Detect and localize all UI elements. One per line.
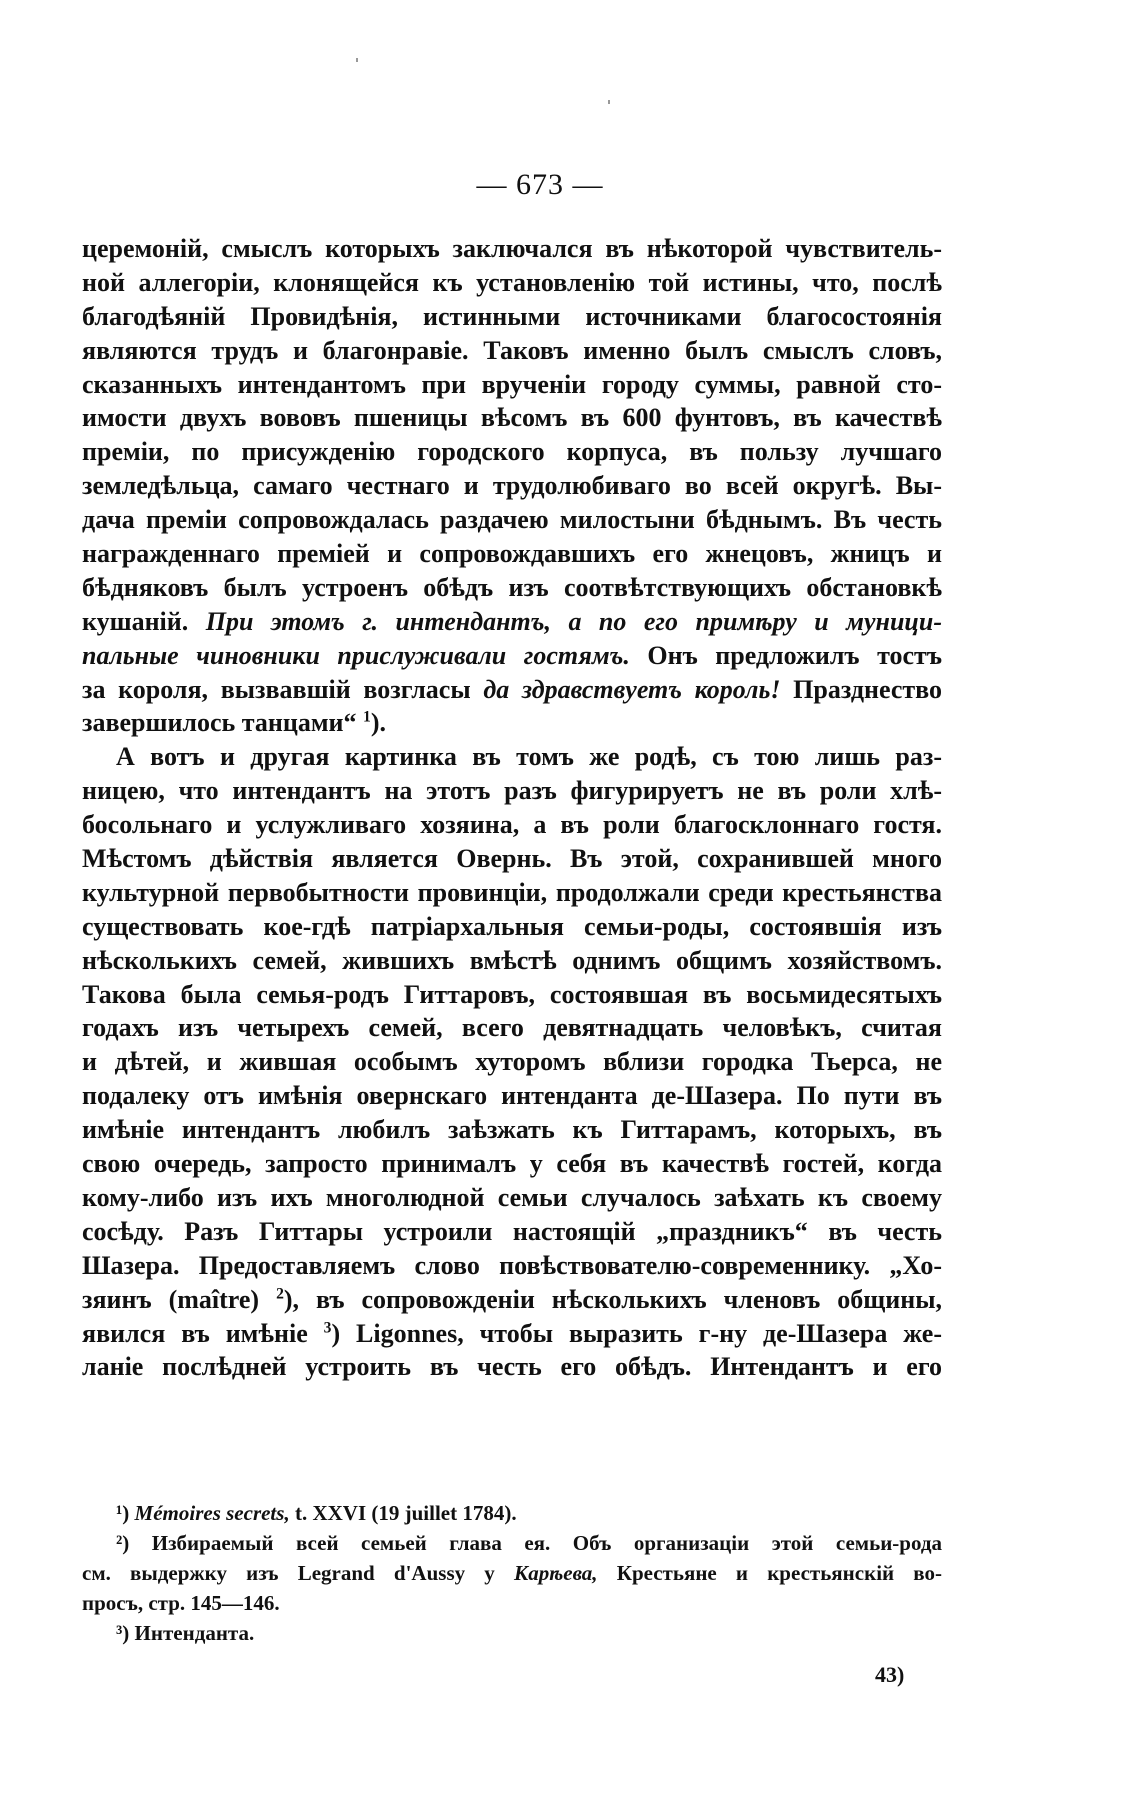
text-run: ), въ сопровожденіи нѣсколькихъ членовъ общины, [283, 1284, 942, 1314]
text-line: ницею, что интендантъ на этотъ разъ фигурируетъ не въ роли хлѣ- [82, 776, 942, 806]
text-line: Мѣстомъ дѣйствія является Овернь. Въ этой, сохранившей много [82, 844, 942, 874]
text-line: сосѣду. Разъ Гиттары устроили настоящій „праздникъ“ въ честь [82, 1216, 942, 1246]
text-line: преміи, по присужденію городского корпуса, въ пользу лучшаго [82, 437, 942, 467]
text-run: ). [370, 708, 387, 738]
text-line: имѣніе интендантъ любилъ заѣзжать къ Гиттарамъ, которыхъ, въ [82, 1115, 942, 1145]
text-line: церемоній, смыслъ которыхъ заключался въ нѣкоторой чувствитель- [82, 234, 942, 263]
footnotes [82, 1498, 942, 1648]
text-line: имости двухъ вововъ пшеницы вѣсомъ въ 600 фунтовъ, въ качествѣ [82, 403, 942, 433]
footnote-ref[interactable]: 3 [323, 1318, 332, 1336]
text-run: ) Ligonnes, чтобы выразить г-ну де-Шазера же- [331, 1318, 942, 1348]
text-line: являются трудъ и благонравіе. Таковъ именно былъ смыслъ словъ, [82, 335, 942, 365]
text-line: благодѣяній Провидѣнія, истинными источниками благосостоянія [82, 301, 942, 331]
text-run: t. XXVI (19 juillet 1784). [289, 1501, 517, 1525]
footnote-1 [82, 1498, 942, 1528]
footnote-3: ³) Интенданта. [116, 1621, 255, 1645]
scan-speck [608, 100, 610, 104]
text-run: ¹) [116, 1501, 135, 1525]
text-line [82, 605, 942, 639]
text-line: годахъ изъ четырехъ семей, всего девятнадцать человѣкъ, считая [82, 1013, 942, 1043]
italic-run: Mémoires secrets, [134, 1501, 290, 1525]
text-run: завершилось танцами“ [82, 708, 364, 738]
footnote-2-cont: просъ, стр. 145—146. [82, 1591, 280, 1615]
italic-run: При этомъ г. интендантъ, а по его примѣру и муници- [205, 606, 942, 636]
text-line: культурной первобытности провинціи, продолжали среди крестьянства [82, 877, 942, 907]
footnote-2: ²) Избираемый всей семьей глава ея. Объ организаціи этой семьи-рода [116, 1531, 942, 1555]
text-line: дача преміи сопровождалась раздачею милостыни бѣднымъ. Въ честь [82, 505, 942, 535]
text-line: нѣсколькихъ семей, жившихъ вмѣстѣ однимъ общимъ хозяйствомъ. [82, 945, 942, 975]
page-number: — 673 — [476, 168, 604, 201]
italic-run: да здравствуетъ король! [483, 674, 781, 704]
italic-run: пальные чиновники прислуживали гостямъ. [82, 640, 630, 670]
text-line: Такова была семья-родъ Гиттаровъ, состоявшая въ восьмидесятыхъ [82, 979, 942, 1009]
text-line: сказанныхъ интендантомъ при врученіи городу суммы, равной сто- [82, 369, 942, 399]
text-line: существовать кое-гдѣ патріархальныя семьи-роды, состоявшія изъ [82, 911, 942, 941]
text-run: см. выдержку изъ Legrand d'Aussy у [82, 1561, 514, 1585]
text-line: свою очередь, запросто принималъ у себя въ качествѣ гостей, когда [82, 1149, 942, 1179]
footnote-ref[interactable]: 1 [363, 708, 371, 726]
text-line: кому-либо изъ ихъ многолюдной семьи случалось заѣхать къ своему [82, 1182, 942, 1212]
footnote-ref[interactable]: 2 [276, 1284, 284, 1302]
text-line: Шазера. Предоставляемъ слово повѣствователю-современнику. „Хо- [82, 1250, 942, 1280]
text-line: земледѣльца, самаго честнаго и трудолюбиваго во всей округѣ. Вы- [82, 471, 942, 501]
text-run: явился въ имѣніе [82, 1318, 324, 1348]
text-line [82, 639, 942, 673]
text-run: кушаній. [82, 606, 206, 636]
printer-signature: 43) [875, 1662, 905, 1687]
text-line [82, 1283, 942, 1317]
text-line [82, 673, 942, 707]
text-line: ной аллегоріи, клонящейся къ установленію той истины, что, послѣ [82, 267, 942, 297]
scan-speck [356, 58, 358, 62]
text-line: ланіе послѣдней устроить въ честь его обѣдъ. Интендантъ и его [82, 1352, 942, 1382]
text-run: Крестьяне и крестьянскій во- [597, 1561, 942, 1585]
text-line: бѣдняковъ былъ устроенъ обѣдъ изъ соотвѣтствующихъ обстановкѣ [82, 572, 942, 602]
text-line: босольнаго и услужливаго хозяина, а въ роли благосклоннаго гостя. [82, 810, 942, 840]
text-line: и дѣтей, и жившая особымъ хуторомъ вблизи городка Тьерса, не [82, 1047, 942, 1077]
text-line: А вотъ и другая картинка въ томъ же родѣ, съ тою лишь раз- [116, 742, 942, 772]
footnote-2-cont [82, 1558, 942, 1588]
text-line: подалеку отъ имѣнія овернскаго интенданта де-Шазера. По пути въ [82, 1081, 942, 1111]
italic-run: Карѣева, [514, 1561, 598, 1585]
text-run: за короля, вызвавшій возгласы [82, 674, 484, 704]
text-run: Онъ предложилъ тостъ [629, 640, 942, 670]
text-line: награжденнаго преміей и сопровождавшихъ его жнецовъ, жницъ и [82, 539, 942, 569]
text-run: Празднество [780, 674, 943, 704]
text-line [82, 1317, 942, 1351]
body-text [82, 232, 942, 1384]
text-line [82, 706, 942, 740]
text-run: зяинъ (maître) [82, 1284, 277, 1314]
